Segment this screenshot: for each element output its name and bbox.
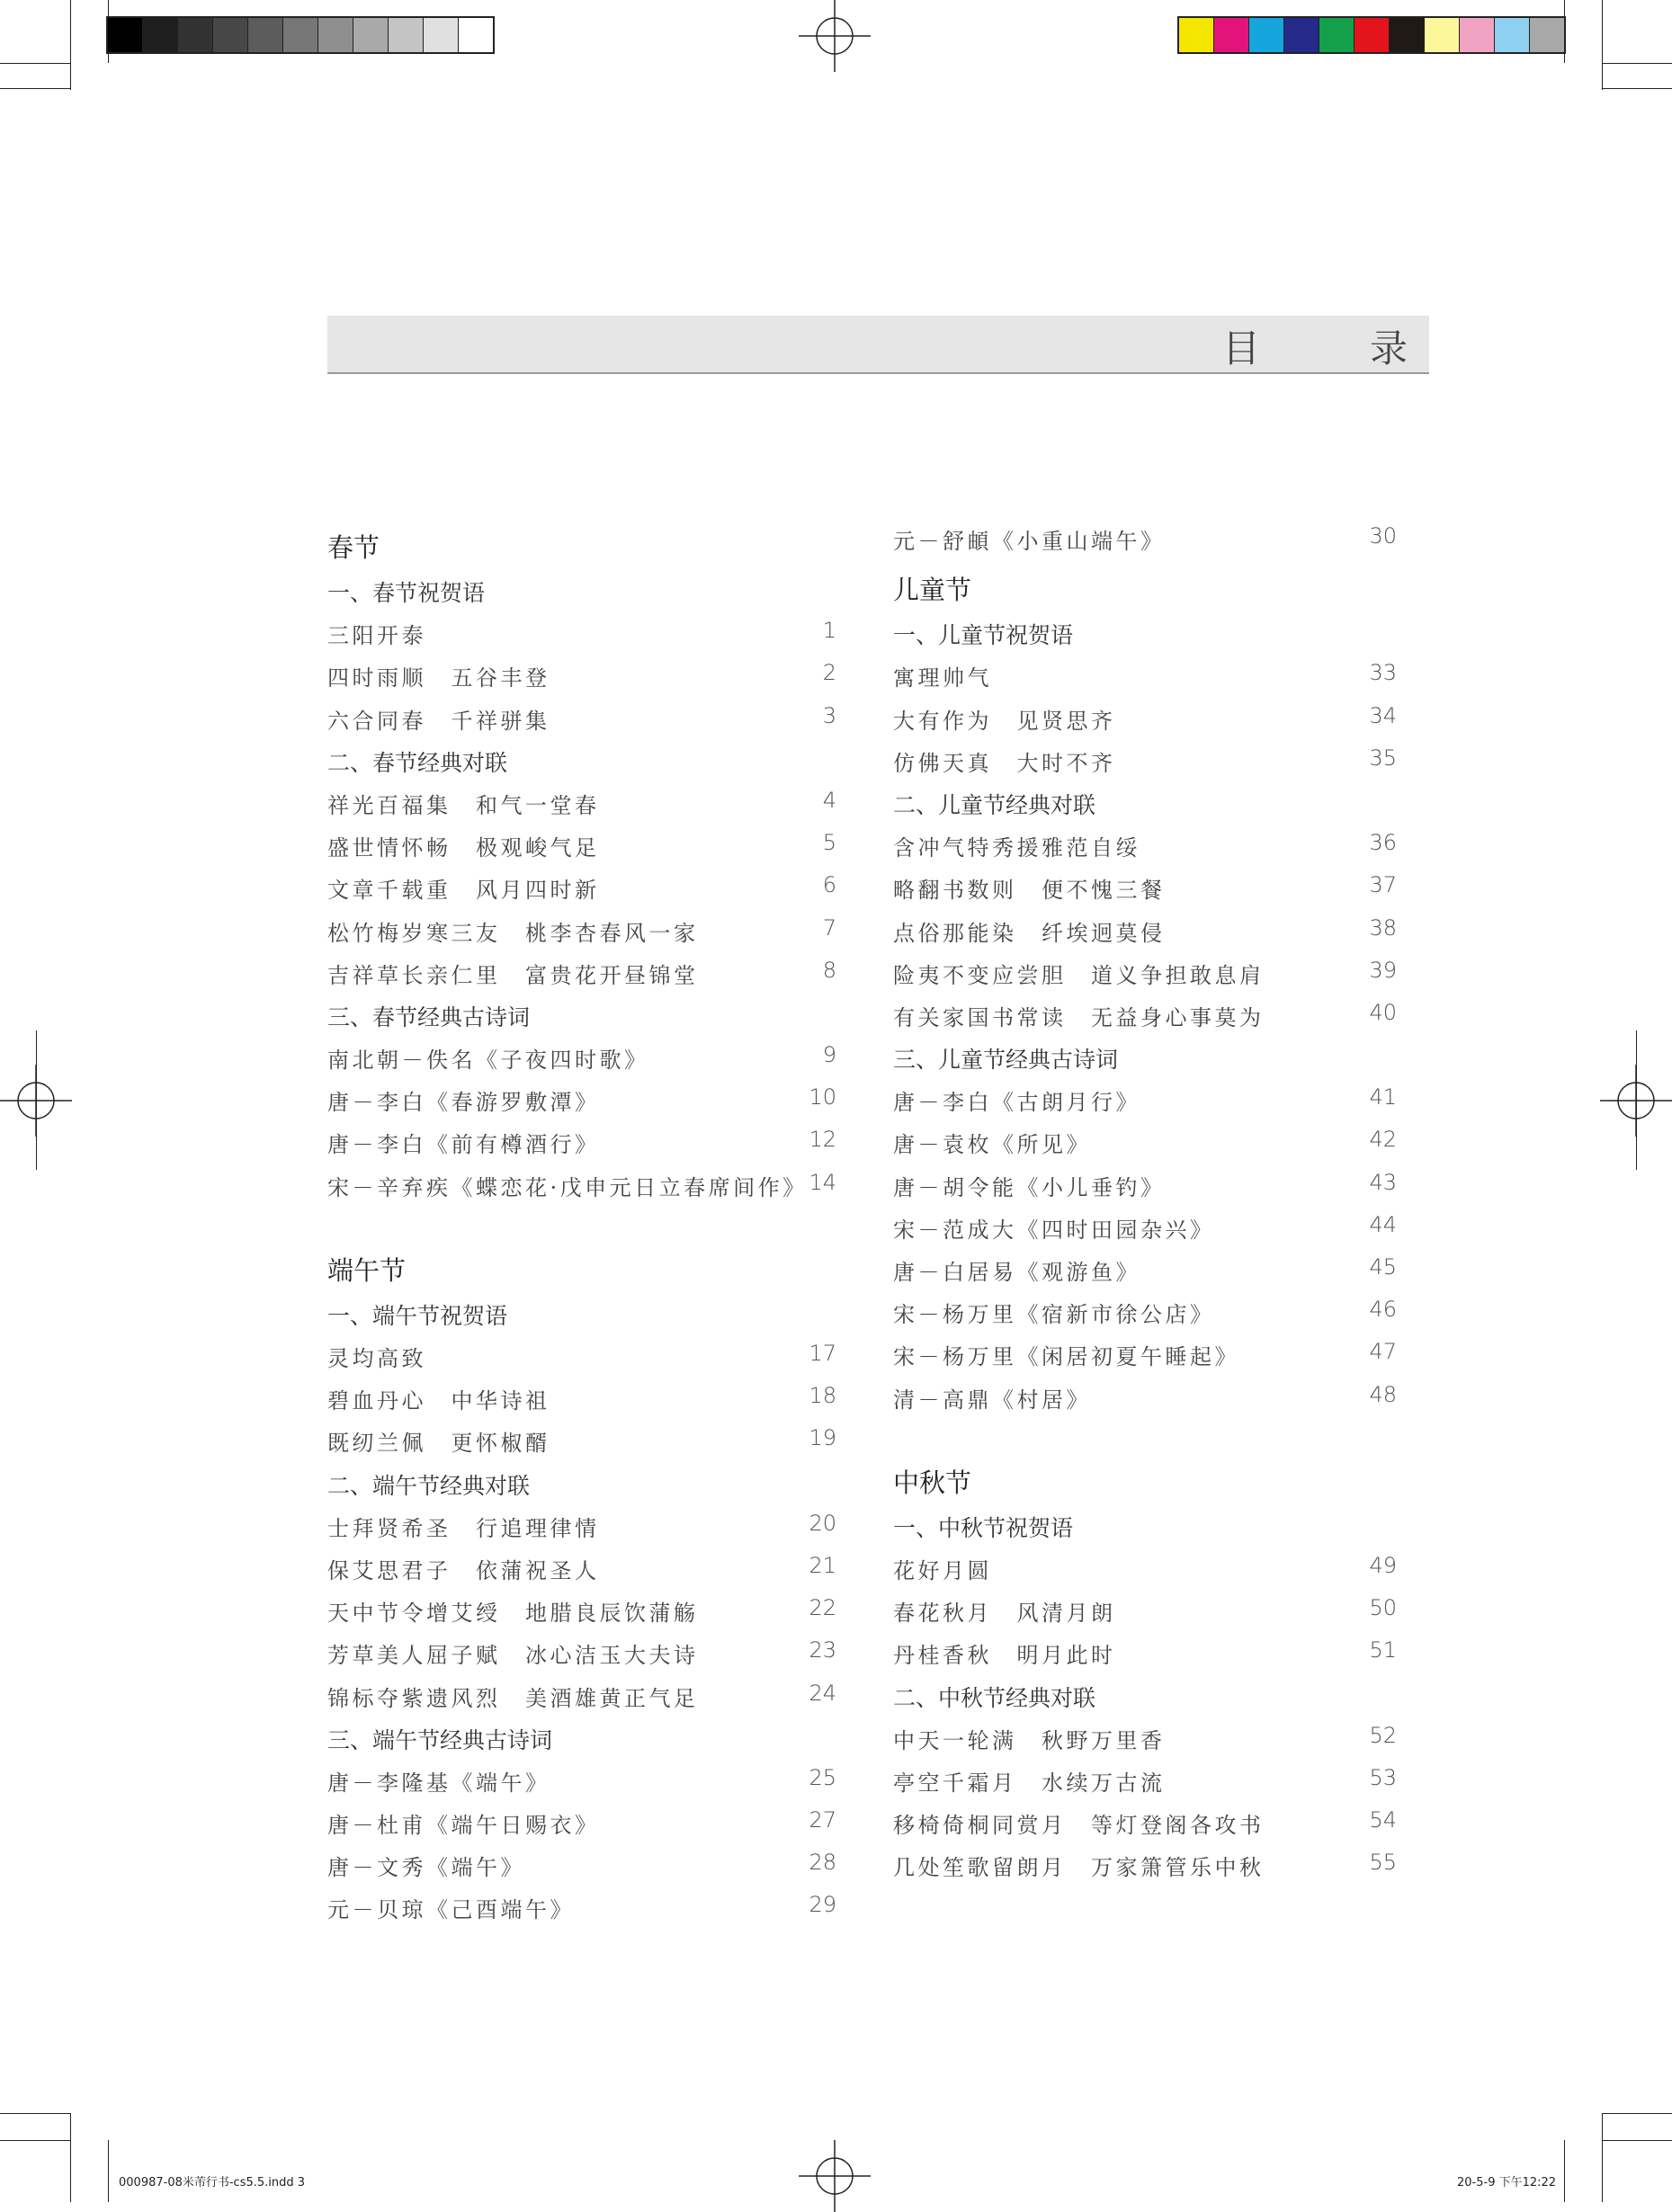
section-title: 端午节 bbox=[327, 1254, 407, 1286]
toc-entry bbox=[893, 996, 1397, 1039]
entry-title: 唐－杜甫《端午日赐衣》 bbox=[327, 1813, 600, 1839]
toc-entry bbox=[893, 1846, 1397, 1888]
page-number: 48 bbox=[1369, 1381, 1397, 1407]
toc-entry bbox=[893, 1804, 1397, 1846]
page-number: 7 bbox=[822, 914, 836, 941]
toc-entry bbox=[893, 1335, 1397, 1378]
toc-subsection bbox=[893, 614, 1397, 656]
toc-entry bbox=[327, 912, 836, 954]
toc-entry bbox=[327, 1081, 836, 1123]
color-swatch bbox=[424, 18, 459, 52]
toc-subsection bbox=[893, 784, 1397, 826]
toc-entry bbox=[893, 1251, 1397, 1293]
color-swatch bbox=[178, 18, 213, 52]
page-number: 14 bbox=[809, 1169, 836, 1195]
toc-entry bbox=[327, 1507, 836, 1549]
entry-title: 文章千载重 风月四时新 bbox=[327, 878, 600, 904]
entry-title: 中天一轮满 秋野万里香 bbox=[893, 1727, 1166, 1753]
color-swatch bbox=[108, 18, 143, 52]
toc-entry bbox=[893, 1762, 1397, 1804]
toc-entry bbox=[893, 742, 1397, 784]
page-number: 5 bbox=[822, 830, 836, 856]
spacer bbox=[327, 1209, 836, 1243]
toc-entry bbox=[893, 1378, 1397, 1421]
page-number: 35 bbox=[1369, 745, 1397, 771]
toc-entry bbox=[893, 656, 1397, 699]
color-swatch bbox=[1460, 18, 1495, 52]
entry-title: 唐－李白《春游罗敷潭》 bbox=[327, 1090, 600, 1116]
toc-entry bbox=[327, 869, 836, 911]
toc-subsection bbox=[893, 1677, 1397, 1719]
page-number: 8 bbox=[822, 957, 836, 983]
toc-section bbox=[893, 562, 1397, 614]
color-swatch bbox=[1425, 18, 1460, 52]
page-number: 40 bbox=[1369, 999, 1397, 1025]
toc-entry bbox=[327, 1337, 836, 1379]
color-swatch bbox=[1495, 18, 1530, 52]
entry-title: 盛世情怀畅 极观峻气足 bbox=[327, 835, 600, 861]
toc-subsection bbox=[327, 572, 836, 614]
entry-title: 点俗那能染 纤埃迥莫侵 bbox=[893, 920, 1166, 946]
page-number: 30 bbox=[1369, 523, 1397, 549]
crop-mark bbox=[70, 2113, 71, 2202]
crop-mark bbox=[1602, 0, 1603, 90]
entry-title: 清－高鼎《村居》 bbox=[893, 1387, 1091, 1413]
entry-title: 祥光百福集 和气一堂春 bbox=[327, 792, 600, 818]
page-number: 46 bbox=[1369, 1297, 1397, 1323]
crop-mark bbox=[0, 2140, 70, 2141]
toc-entry bbox=[893, 1081, 1397, 1123]
toc-entry bbox=[327, 954, 836, 996]
toc-entry bbox=[327, 1422, 836, 1464]
page-number: 3 bbox=[822, 702, 836, 728]
color-swatch bbox=[318, 18, 353, 52]
page-number: 47 bbox=[1369, 1339, 1397, 1365]
page-number: 27 bbox=[809, 1807, 836, 1833]
color-bar bbox=[1177, 16, 1566, 54]
entry-title: 宋－范成大《四时田园杂兴》 bbox=[893, 1217, 1215, 1243]
toc-entry bbox=[893, 1209, 1397, 1251]
page-number: 12 bbox=[809, 1127, 836, 1153]
toc-entry bbox=[327, 1379, 836, 1422]
color-swatch bbox=[1284, 18, 1319, 52]
footer-timestamp: 20-5-9 下午12:22 bbox=[1457, 2176, 1557, 2190]
page-number: 42 bbox=[1369, 1127, 1397, 1153]
spacer bbox=[893, 1421, 1397, 1455]
footer-file-info: 000987-08米芾行书-cs5.5.indd 3 bbox=[119, 2176, 306, 2190]
entry-title: 唐－文秀《端午》 bbox=[327, 1855, 525, 1881]
crop-mark bbox=[0, 63, 70, 64]
page-number: 9 bbox=[822, 1042, 836, 1068]
crop-mark bbox=[1564, 2140, 1565, 2202]
entry-title: 丹桂香秋 明月此时 bbox=[893, 1643, 1116, 1669]
toc-entry bbox=[327, 656, 836, 699]
entry-title: 锦标夺紫遗风烈 美酒雄黄正气足 bbox=[327, 1685, 699, 1711]
page-number: 51 bbox=[1369, 1637, 1397, 1663]
toc-section bbox=[327, 520, 836, 572]
toc-subsection bbox=[327, 1719, 836, 1762]
entry-title: 宋－杨万里《闲居初夏午睡起》 bbox=[893, 1344, 1239, 1370]
entry-title: 大有作为 见贤思齐 bbox=[893, 708, 1116, 734]
entry-title: 花好月圆 bbox=[893, 1557, 992, 1583]
toc-section bbox=[893, 1455, 1397, 1507]
crop-mark bbox=[36, 1030, 37, 1170]
toc-entry bbox=[893, 826, 1397, 869]
toc-entry bbox=[893, 1592, 1397, 1634]
page-number: 53 bbox=[1369, 1764, 1397, 1790]
crop-mark bbox=[70, 0, 71, 90]
crop-mark bbox=[108, 2140, 109, 2202]
color-swatch bbox=[248, 18, 283, 52]
toc-entry bbox=[327, 1549, 836, 1592]
section-title: 儿童节 bbox=[893, 575, 972, 606]
subsection-title: 一、春节祝贺语 bbox=[327, 580, 486, 606]
entry-title: 宋－杨万里《宿新市徐公店》 bbox=[893, 1302, 1215, 1328]
page-title: 目 录 bbox=[1221, 326, 1444, 370]
entry-title: 碧血丹心 中华诗祖 bbox=[327, 1388, 550, 1414]
toc-column-right bbox=[893, 520, 1397, 1888]
subsection-title: 二、儿童节经典对联 bbox=[893, 791, 1096, 818]
page-number: 28 bbox=[809, 1850, 836, 1876]
page-number: 50 bbox=[1369, 1595, 1397, 1621]
crop-mark bbox=[1602, 2113, 1603, 2202]
toc-entry bbox=[327, 826, 836, 869]
page-number: 2 bbox=[822, 660, 836, 686]
color-swatch bbox=[213, 18, 248, 52]
color-swatch bbox=[459, 18, 493, 52]
page-number: 24 bbox=[809, 1680, 836, 1706]
crop-mark bbox=[1602, 2140, 1672, 2141]
crop-mark bbox=[0, 2113, 70, 2114]
crop-mark bbox=[1602, 88, 1672, 89]
entry-title: 四时雨顺 五谷丰登 bbox=[327, 665, 550, 691]
entry-title: 三阳开泰 bbox=[327, 623, 426, 649]
color-swatch bbox=[1249, 18, 1284, 52]
subsection-title: 三、春节经典古诗词 bbox=[327, 1003, 531, 1030]
section-title: 春节 bbox=[327, 532, 380, 563]
entry-title: 唐－李白《前有樽酒行》 bbox=[327, 1132, 600, 1158]
subsection-title: 三、端午节经典古诗词 bbox=[327, 1726, 553, 1753]
toc-entry bbox=[327, 1846, 836, 1888]
subsection-title: 一、儿童节祝贺语 bbox=[893, 622, 1074, 649]
entry-title: 芳草美人屈子赋 冰心洁玉大夫诗 bbox=[327, 1643, 699, 1669]
crop-mark bbox=[1602, 2113, 1672, 2114]
toc-entry bbox=[327, 614, 836, 656]
toc-header bbox=[327, 316, 1444, 374]
page-number: 33 bbox=[1369, 660, 1397, 686]
toc-entry bbox=[327, 1166, 836, 1209]
page-number: 54 bbox=[1369, 1807, 1397, 1833]
entry-title: 亭空千霜月 水续万古流 bbox=[893, 1770, 1166, 1796]
entry-title: 含冲气特秀援雅范自绥 bbox=[893, 835, 1140, 861]
subsection-title: 二、春节经典对联 bbox=[327, 749, 508, 776]
color-swatch bbox=[143, 18, 178, 52]
color-swatch bbox=[1179, 18, 1214, 52]
entry-title: 保艾思君子 依蒲祝圣人 bbox=[327, 1557, 600, 1583]
color-swatch bbox=[389, 18, 424, 52]
entry-title: 移椅倚桐同赏月 等灯登阁各攻书 bbox=[893, 1813, 1265, 1839]
page-number: 20 bbox=[809, 1510, 836, 1536]
page-number: 39 bbox=[1369, 957, 1397, 983]
color-swatch bbox=[1319, 18, 1355, 52]
page-number: 44 bbox=[1369, 1211, 1397, 1237]
page-number: 19 bbox=[809, 1425, 836, 1451]
entry-title: 唐－袁枚《所见》 bbox=[893, 1132, 1091, 1158]
page-number: 29 bbox=[809, 1892, 836, 1918]
entry-title: 险夷不变应尝胆 道义争担敢息肩 bbox=[893, 962, 1265, 988]
page-number: 41 bbox=[1369, 1084, 1397, 1110]
entry-title: 六合同春 千祥骈集 bbox=[327, 708, 550, 734]
entry-title: 唐－白居易《观游鱼》 bbox=[893, 1260, 1140, 1285]
toc-entry bbox=[327, 1592, 836, 1634]
page-number: 22 bbox=[809, 1595, 836, 1621]
toc-entry bbox=[893, 1549, 1397, 1592]
section-title: 中秋节 bbox=[893, 1467, 972, 1498]
page-number: 23 bbox=[809, 1637, 836, 1663]
page-number: 43 bbox=[1369, 1169, 1397, 1195]
toc-entry bbox=[327, 1634, 836, 1676]
toc-entry bbox=[893, 869, 1397, 911]
subsection-title: 三、儿童节经典古诗词 bbox=[893, 1047, 1119, 1074]
entry-title: 几处笙歌留朗月 万家箫管乐中秋 bbox=[893, 1855, 1265, 1881]
color-swatch bbox=[1390, 18, 1425, 52]
grayscale-bar bbox=[106, 16, 495, 54]
entry-title: 唐－胡令能《小儿垂钓》 bbox=[893, 1174, 1166, 1200]
toc-entry bbox=[893, 912, 1397, 954]
page-number: 52 bbox=[1369, 1722, 1397, 1748]
toc-subsection bbox=[327, 1465, 836, 1507]
entry-title: 灵均高致 bbox=[327, 1346, 426, 1371]
page-number: 45 bbox=[1369, 1254, 1397, 1280]
color-swatch bbox=[353, 18, 389, 52]
entry-title: 元－贝琼《己酉端午》 bbox=[327, 1897, 575, 1923]
entry-title: 仿佛天真 大时不齐 bbox=[893, 750, 1116, 776]
entry-title: 春花秋月 风清月朗 bbox=[893, 1601, 1116, 1627]
page-number: 25 bbox=[809, 1764, 836, 1790]
entry-title: 松竹梅岁寒三友 桃李杏春风一家 bbox=[327, 920, 699, 946]
page-number: 38 bbox=[1369, 914, 1397, 941]
entry-title: 略翻书数则 便不愧三餐 bbox=[893, 878, 1166, 904]
subsection-title: 二、端午节经典对联 bbox=[327, 1472, 531, 1499]
toc-entry bbox=[893, 700, 1397, 742]
toc-entry bbox=[327, 784, 836, 826]
page-number: 4 bbox=[822, 787, 836, 813]
page-number: 17 bbox=[809, 1341, 836, 1366]
subsection-title: 二、中秋节经典对联 bbox=[893, 1684, 1096, 1711]
entry-title: 天中节令增艾绶 地腊良辰饮蒲觞 bbox=[327, 1601, 699, 1627]
toc-entry bbox=[327, 700, 836, 742]
page-number: 34 bbox=[1369, 702, 1397, 728]
crop-mark bbox=[1636, 1030, 1637, 1170]
toc-entry bbox=[327, 1123, 836, 1165]
toc-entry bbox=[893, 954, 1397, 996]
toc-entry bbox=[893, 1293, 1397, 1335]
entry-title: 寓理帅气 bbox=[893, 665, 992, 691]
color-swatch bbox=[1355, 18, 1390, 52]
page-number: 6 bbox=[822, 872, 836, 898]
subsection-title: 一、端午节祝贺语 bbox=[327, 1302, 508, 1329]
toc-subsection bbox=[327, 1295, 836, 1337]
entry-title: 唐－李隆基《端午》 bbox=[327, 1770, 550, 1796]
entry-title: 既纫兰佩 更怀椒醑 bbox=[327, 1431, 550, 1457]
toc-entry bbox=[327, 1039, 836, 1081]
toc-entry bbox=[327, 1888, 836, 1931]
entry-title: 唐－李白《古朗月行》 bbox=[893, 1090, 1140, 1116]
toc-entry bbox=[327, 1804, 836, 1846]
toc-subsection bbox=[327, 742, 836, 784]
crop-mark bbox=[1602, 63, 1672, 64]
subsection-title: 一、中秋节祝贺语 bbox=[893, 1514, 1074, 1541]
registration-mark-icon bbox=[799, 0, 871, 72]
toc-entry bbox=[893, 1166, 1397, 1209]
page-number: 10 bbox=[809, 1084, 836, 1110]
entry-title: 元－舒頔《小重山端午》 bbox=[893, 529, 1166, 554]
toc-entry bbox=[893, 1123, 1397, 1165]
page-number: 18 bbox=[809, 1383, 836, 1409]
toc-subsection bbox=[327, 996, 836, 1039]
color-swatch bbox=[1214, 18, 1249, 52]
toc-subsection bbox=[893, 1507, 1397, 1549]
crop-mark bbox=[0, 88, 70, 89]
entry-title: 吉祥草长亲仁里 富贵花开昼锦堂 bbox=[327, 962, 699, 988]
entry-title: 南北朝－佚名《子夜四时歌》 bbox=[327, 1048, 649, 1074]
registration-mark-icon bbox=[799, 2140, 871, 2212]
toc-entry bbox=[893, 1719, 1397, 1762]
toc-subsection bbox=[893, 1039, 1397, 1081]
toc-section bbox=[327, 1243, 836, 1295]
toc-entry bbox=[327, 1762, 836, 1804]
page-number: 55 bbox=[1369, 1850, 1397, 1876]
toc-entry bbox=[893, 1634, 1397, 1676]
color-swatch bbox=[283, 18, 318, 52]
entry-title: 士拜贤希圣 行追理律情 bbox=[327, 1515, 600, 1541]
page-number: 49 bbox=[1369, 1552, 1397, 1578]
toc-entry bbox=[893, 520, 1397, 562]
page-number: 36 bbox=[1369, 830, 1397, 856]
page-number: 37 bbox=[1369, 872, 1397, 898]
toc-column-left bbox=[327, 520, 836, 1931]
color-swatch bbox=[1530, 18, 1564, 52]
page-number: 21 bbox=[809, 1552, 836, 1578]
toc-entry bbox=[327, 1677, 836, 1719]
page-number: 1 bbox=[822, 618, 836, 644]
entry-title: 有关家国书常读 无益身心事莫为 bbox=[893, 1004, 1265, 1030]
entry-title: 宋－辛弃疾《蝶恋花·戊申元日立春席间作》 bbox=[327, 1174, 808, 1200]
